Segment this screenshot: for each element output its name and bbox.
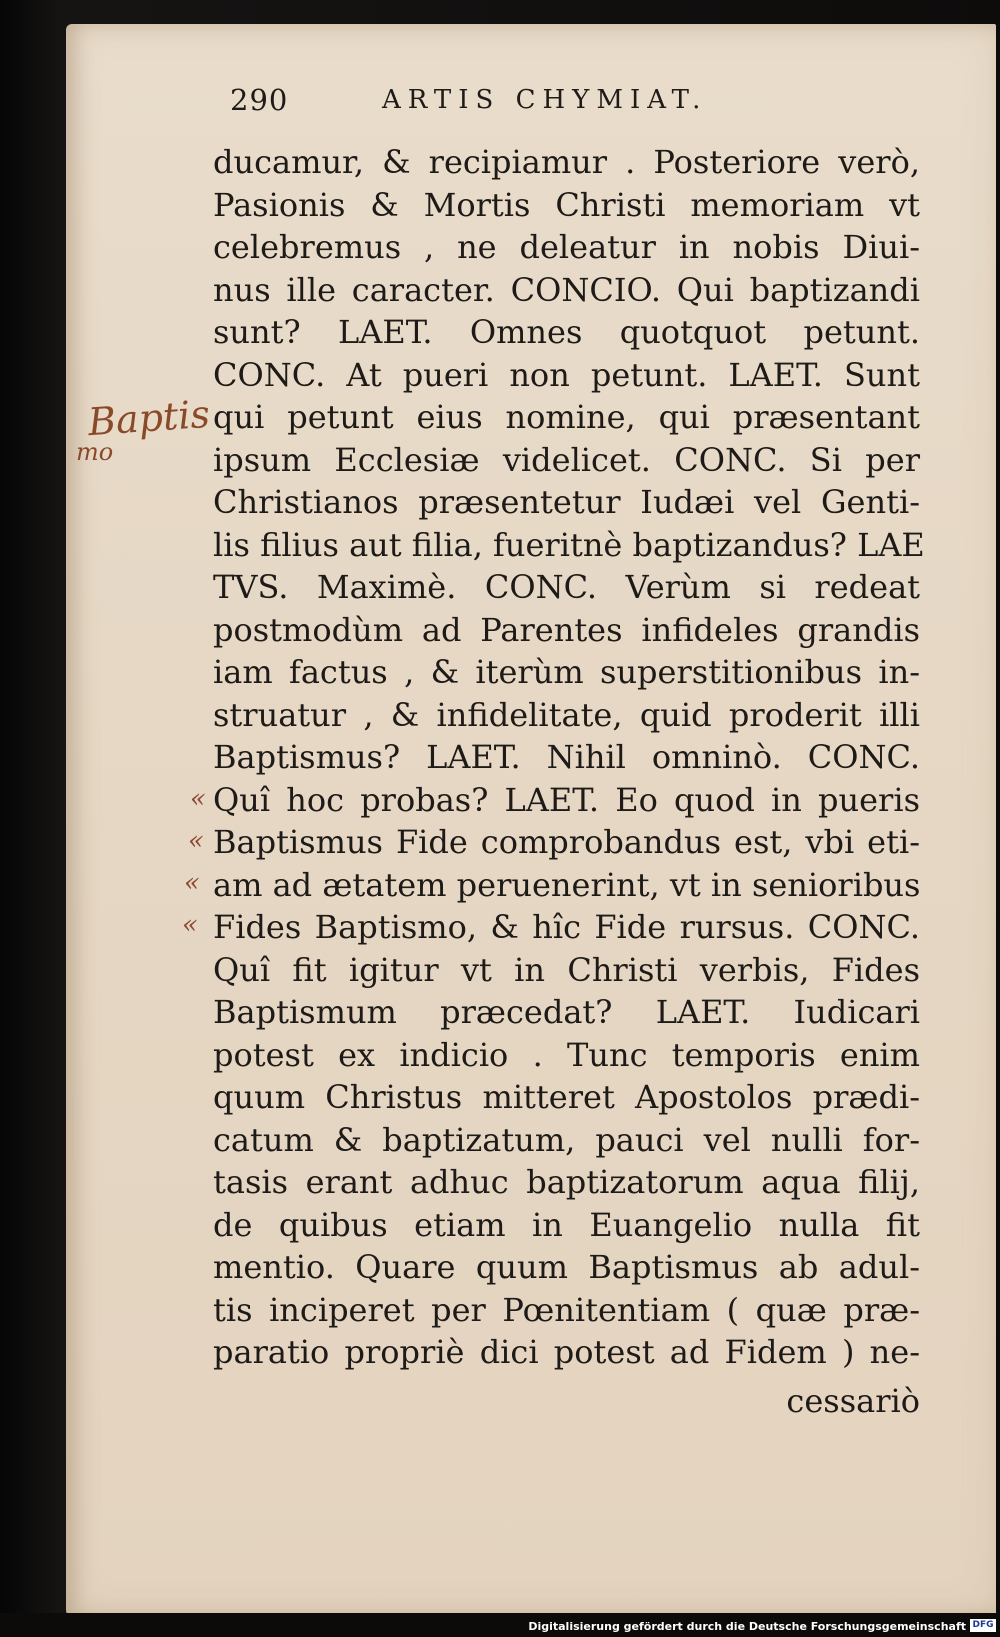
text-line: potest ex indicio . Tunc temporis enim	[213, 1035, 920, 1074]
text-line: iam factus , & iterùm superstitionibus in-	[213, 653, 920, 691]
text-line: Pasionis & Mortis Christi memoriam vt	[213, 185, 920, 224]
text-line: mentio. Quare quum Baptismus ab adul-	[213, 1248, 920, 1286]
text-line: tasis erant adhuc baptizatorum aqua filij,	[213, 1163, 920, 1201]
margin-note-word-1: Baptis	[86, 391, 212, 445]
text-line: nus ille caracter. CONCIO. Qui baptizandi	[213, 270, 920, 309]
text-line: de quibus etiam in Euangelio nulla fit	[213, 1205, 920, 1244]
text-line: ipsum Ecclesiæ videlicet. CONC. Si per	[213, 440, 920, 479]
text-line: paratio propriè dici potest ad Fidem ) ne-	[213, 1333, 920, 1371]
text-line: Fides Baptismo, & hîc Fide rursus. CONC.	[213, 908, 920, 946]
text-line: postmodùm ad Parentes infideles grandis	[213, 610, 920, 649]
text-line: celebremus , ne deleatur in nobis Diui-	[213, 228, 920, 266]
text-line: Baptismus? LAET. Nihil omninò. CONC.	[213, 738, 920, 776]
page-header	[230, 83, 810, 123]
text-line: quum Christus mitteret Apostolos prædi-	[213, 1078, 920, 1116]
handwritten-quote-mark: «	[190, 784, 206, 814]
handwritten-quote-mark: «	[184, 868, 200, 898]
text-line: TVS. Maximè. CONC. Verùm si redeat	[213, 568, 920, 606]
text-line: qui petunt eius nomine, qui præsentant	[213, 398, 920, 436]
running-title: ARTIS CHYMIAT.	[382, 85, 708, 115]
text-line: Baptismus Fide comprobandus est, vbi eti-	[213, 823, 920, 861]
dfg-logo-icon: DFG	[970, 1619, 996, 1632]
handwritten-margin-note	[76, 391, 212, 466]
text-line: tis inciperet per Pœnitentiam ( quæ præ-	[213, 1290, 920, 1329]
footer-bar	[0, 1613, 1000, 1637]
text-line: CONC. At pueri non petunt. LAET. Sunt	[213, 355, 920, 394]
text-line: am ad ætatem peruenerint, vt in senioribus	[213, 865, 921, 904]
digitization-credit: Digitalisierung gefördert durch die Deutsche Forschungsgemeinschaft	[528, 1620, 966, 1633]
text-line: Christianos præsentetur Iudæi vel Genti-	[213, 483, 920, 521]
text-line: Baptismum præcedat? LAET. Iudicari	[213, 993, 920, 1031]
text-line: catum & baptizatum, pauci vel nulli for-	[213, 1120, 920, 1159]
text-line: struatur , & infidelitate, quid proderit illi	[213, 695, 920, 734]
body-text	[213, 141, 925, 1374]
text-line: Quî fit igitur vt in Christi verbis, Fides	[213, 950, 920, 989]
handwritten-quote-mark: «	[188, 826, 204, 856]
catchword: cessariò	[786, 1382, 920, 1420]
text-line: lis filius aut filia, fueritnè baptizandus? LAE	[213, 525, 925, 564]
text-line: sunt? LAET. Omnes quotquot petunt.	[213, 313, 920, 351]
text-line: Quî hoc probas? LAET. Eo quod in pueris	[213, 780, 920, 819]
page-number: 290	[230, 83, 289, 117]
handwritten-quote-mark: «	[182, 910, 198, 940]
margin-note-word-2: mo	[76, 438, 114, 466]
text-line: ducamur, & recipiamur . Posteriore verò,	[213, 143, 920, 181]
